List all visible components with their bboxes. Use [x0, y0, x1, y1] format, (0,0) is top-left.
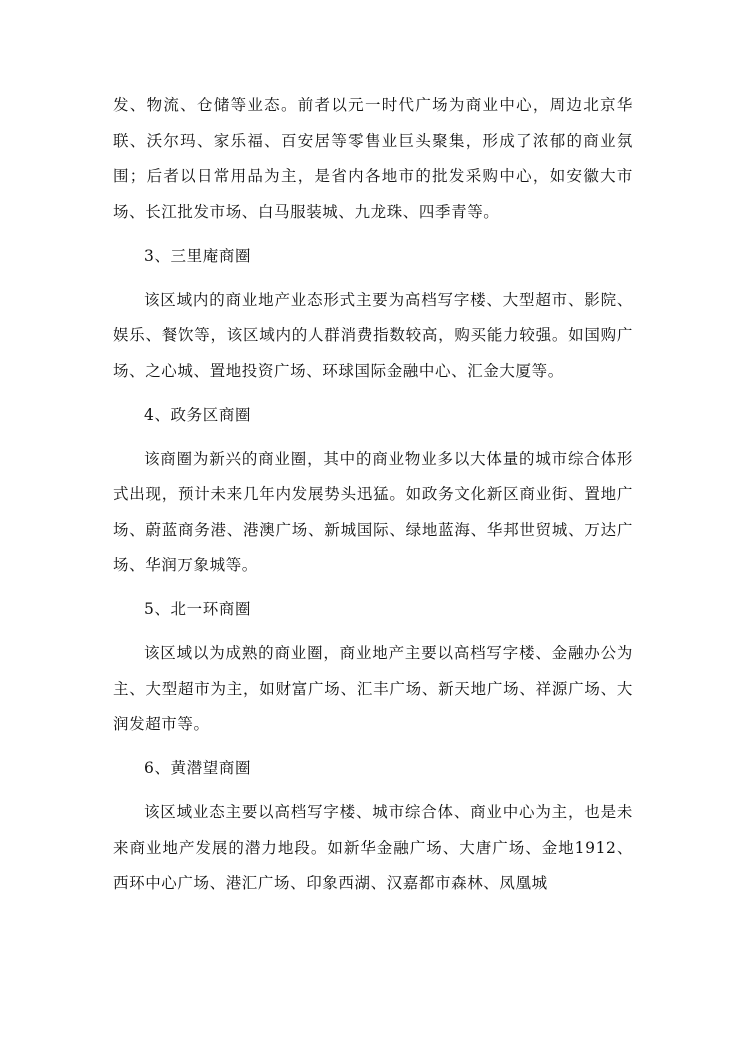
paragraph-sanlian: 该区域内的商业地产业态形式主要为高档写字楼、大型超市、影院、娱乐、餐饮等，该区域内的人群消费指数较高，购买能力较强。如国购广场、之心城、置地投资广场、环球国际金融中心、汇金大厦等。	[113, 290, 633, 380]
paragraph-gap	[113, 743, 633, 752]
paragraph-gap	[113, 628, 633, 637]
paragraph-huangqianwang: 该区域业态主要以高档写字楼、城市综合体、商业中心为主，也是未来商业地产发展的潜力地段。如新华金融广场、大唐广场、金地1912、西环中心广场、港汇广场、印象西湖、汉嘉都市森林、凤凰城	[113, 803, 633, 892]
section-heading-beiyihuan: 5、北一环商圈	[144, 600, 252, 618]
paragraph-gap	[113, 230, 633, 239]
section-heading-zhengwu: 4、政务区商圈	[144, 405, 252, 424]
paragraph-gap	[113, 389, 633, 398]
paragraph-zhengwu: 该商圈为新兴的商业圈，其中的商业物业多以大体量的城市综合体形式出现，预计未来几年内发展势头迅猛。如政务文化新区商业街、置地广场、蔚蓝商务港、港澳广场、新城国际、绿地蓝海、华邦世贸城、万达广场、华润万象城等。	[113, 449, 633, 574]
paragraph-beiyihuan: 该区域以为成熟的商业圈，商业地产主要以高档写字楼、金融办公为主、大型超市为主，如财富广场、汇丰广场、新天地广场、祥源广场、大润发超市等。	[113, 644, 633, 733]
paragraph-gap	[113, 787, 633, 796]
paragraph-intro: 发、物流、仓储等业态。前者以元一时代广场为商业中心，周边北京华联、沃尔玛、家乐福、百安居等零售业巨头聚集，形成了浓郁的商业氛围；后者以日常用品为主，是省内各地市的批发采购中心，如安徽大市场、长江批发市场、白马服装城、九龙珠、四季青等。	[113, 96, 633, 221]
document-page	[113, 88, 633, 902]
paragraph-gap	[113, 584, 633, 593]
paragraph-gap	[113, 274, 633, 283]
section-heading-sanlian: 3、三里庵商圈	[144, 246, 252, 265]
section-heading-huangqianwang: 6、黄潜望商圈	[144, 759, 252, 777]
paragraph-gap	[113, 433, 633, 442]
